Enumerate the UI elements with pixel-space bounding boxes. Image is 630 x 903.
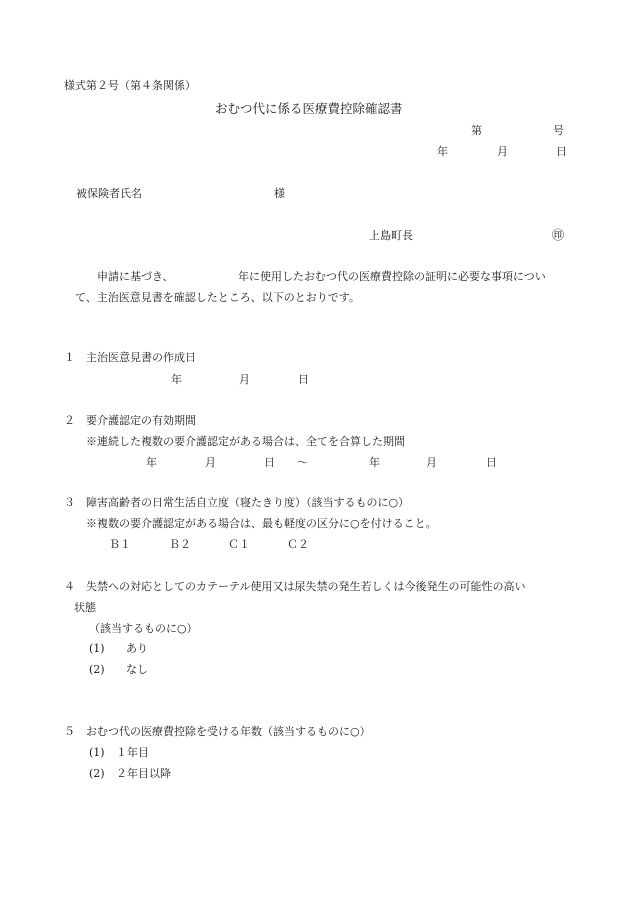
section4-option2-label: なし bbox=[126, 663, 148, 676]
section3-number: ３ bbox=[64, 496, 75, 509]
section5-option1-number: (1) bbox=[89, 746, 105, 759]
section4-option1-number: (1) bbox=[89, 642, 105, 655]
section5-title: おむつ代の医療費控除を受ける年数（該当するものに○） bbox=[86, 725, 371, 738]
seal-mark: ㊞ bbox=[552, 228, 565, 242]
section2-to-month: 月 bbox=[426, 456, 437, 469]
intro-line1-rest: 年に使用したおむつ代の医療費控除の証明に必要な事項につい bbox=[238, 270, 546, 283]
section3-note: ※複数の要介護認定がある場合は、最も軽度の区分に○を付けること。 bbox=[86, 517, 437, 530]
intro-line1-start: 申請に基づき、 bbox=[97, 270, 174, 283]
form-number: 様式第２号（第４条関係） bbox=[64, 79, 196, 92]
section4-title-line1: 失禁への対応としてのカテーテル使用又は尿失禁の発生若しくは今後発生の可能性の高い bbox=[86, 580, 526, 593]
date-month: 月 bbox=[497, 145, 508, 158]
recipient-label: 被保険者氏名 bbox=[76, 187, 142, 200]
section5-option2-label: ２年目以降 bbox=[116, 767, 171, 780]
section5-option2-number: (2) bbox=[89, 767, 105, 780]
section4-number: ４ bbox=[64, 580, 75, 593]
option-c2: Ｃ２ bbox=[287, 538, 309, 551]
option-b2: Ｂ２ bbox=[169, 538, 191, 551]
date-year: 年 bbox=[437, 145, 448, 158]
section2-from-month: 月 bbox=[205, 456, 216, 469]
section5-number: ５ bbox=[64, 725, 75, 738]
section1-title: 主治医意見書の作成日 bbox=[86, 351, 196, 364]
section1-month: 月 bbox=[239, 373, 250, 386]
section2-to-day: 日 bbox=[486, 456, 497, 469]
section1-year: 年 bbox=[171, 373, 182, 386]
section2-title: 要介護認定の有効期間 bbox=[86, 414, 196, 427]
doc-number-gou: 号 bbox=[553, 124, 564, 137]
section2-number: ２ bbox=[64, 414, 75, 427]
section4-instruction: （該当するものに○） bbox=[89, 622, 198, 635]
recipient-suffix: 様 bbox=[274, 187, 285, 200]
document-title: おむつ代に係る医療費控除確認書 bbox=[215, 101, 403, 116]
date-day: 日 bbox=[556, 145, 567, 158]
section1-number: １ bbox=[64, 351, 75, 364]
section4-option1-label: あり bbox=[126, 642, 148, 655]
doc-number-dai: 第 bbox=[471, 124, 482, 137]
section4-option2-number: (2) bbox=[89, 663, 105, 676]
section2-tilde: ～ bbox=[297, 456, 308, 469]
section2-note: ※連続した複数の要介護認定がある場合は、全てを合算した期間 bbox=[86, 435, 405, 448]
section3-title: 障害高齢者の日常生活自立度（寝たきり度）（該当するものに○） bbox=[86, 496, 410, 509]
section4-title-line2: 状態 bbox=[74, 601, 96, 614]
section2-to-year: 年 bbox=[369, 456, 380, 469]
section5-option1-label: １年目 bbox=[116, 746, 149, 759]
section2-from-day: 日 bbox=[264, 456, 275, 469]
section1-day: 日 bbox=[298, 373, 309, 386]
issuer-name: 上島町長 bbox=[369, 229, 413, 242]
section2-from-year: 年 bbox=[146, 456, 157, 469]
option-c1: Ｃ１ bbox=[228, 538, 250, 551]
intro-line2: て、主治医意見書を確認したところ、以下のとおりです。 bbox=[75, 291, 360, 304]
option-b1: Ｂ１ bbox=[109, 538, 131, 551]
